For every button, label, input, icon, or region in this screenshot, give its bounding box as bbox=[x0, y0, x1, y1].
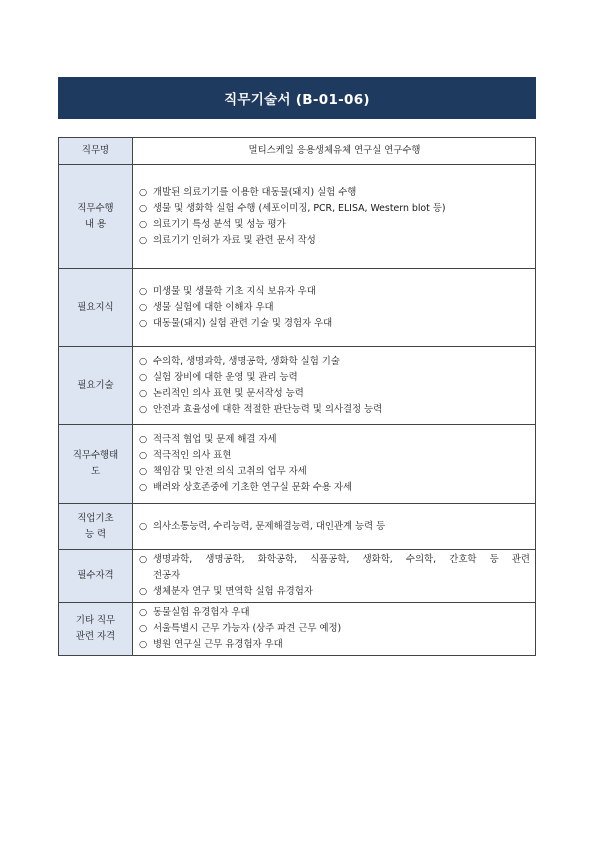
circle-bullet-icon: ○ bbox=[139, 482, 148, 493]
list-item-continuation: 전공자 bbox=[153, 570, 181, 581]
list-item: ○ 생체분자 연구 및 면역학 실험 유경험자 bbox=[139, 584, 530, 600]
row-other bbox=[59, 603, 536, 656]
circle-bullet-icon: ○ bbox=[139, 554, 148, 565]
circle-bullet-icon: ○ bbox=[139, 218, 148, 230]
row-job-name bbox=[59, 138, 536, 165]
circle-bullet-icon: ○ bbox=[139, 586, 148, 597]
row-attitude bbox=[59, 425, 536, 504]
row-qualification bbox=[59, 550, 536, 603]
list-item: ○ 배려와 상호존중에 기초한 연구실 문화 수용 자세 bbox=[139, 480, 530, 496]
label-basic: 직업기초 능 력 bbox=[59, 504, 133, 550]
list-item: ○ 적극적인 의사 표현 bbox=[139, 448, 530, 464]
circle-bullet-icon: ○ bbox=[139, 639, 148, 650]
list-item: ○ 실험 장비에 대한 운영 및 관리 능력 bbox=[139, 370, 530, 386]
circle-bullet-icon: ○ bbox=[139, 317, 148, 329]
circle-bullet-icon: ○ bbox=[139, 466, 148, 477]
list-item: ○ 생명과학, 생명공학, 화학공학, 식품공학, 생화학, 수의학, 간호학 등 관련 bbox=[139, 552, 530, 568]
qualification-list bbox=[133, 550, 536, 603]
label-duties: 직무수행 내 용 bbox=[59, 165, 133, 269]
circle-bullet-icon: ○ bbox=[139, 450, 148, 461]
circle-bullet-icon: ○ bbox=[139, 355, 148, 367]
circle-bullet-icon: ○ bbox=[139, 234, 148, 246]
list-item: ○ 논리적인 의사 표현 및 문서작성 능력 bbox=[139, 386, 530, 402]
knowledge-list bbox=[133, 269, 536, 347]
list-item: ○ 의료기기 인허가 자료 및 관련 문서 작성 bbox=[139, 233, 530, 249]
list-item: ○ 개발된 의료기기를 이용한 대동물(돼지) 실험 수행 bbox=[139, 185, 530, 201]
list-item: ○ 적극적 협업 및 문제 해결 자세 bbox=[139, 432, 530, 448]
list-item: ○ 책임감 및 안전 의식 고취의 업무 자세 bbox=[139, 464, 530, 480]
document-title: 직무기술서 (B-01-06) bbox=[224, 92, 370, 108]
label-skills: 필요기술 bbox=[59, 347, 133, 425]
list-item: ○ 안전과 효율성에 대한 적절한 판단능력 및 의사결정 능력 bbox=[139, 402, 530, 418]
circle-bullet-icon: ○ bbox=[139, 607, 148, 618]
label-job-name: 직무명 bbox=[59, 138, 133, 165]
list-item: ○ 미생물 및 생물학 기초 지식 보유자 우대 bbox=[139, 284, 530, 300]
list-item: ○ 생물 실험에 대한 이해자 우대 bbox=[139, 300, 530, 316]
list-item: ○ 서울특별시 근무 가능자 (상주 파견 근무 예정) bbox=[139, 621, 530, 637]
circle-bullet-icon: ○ bbox=[139, 403, 148, 415]
label-knowledge: 필요지식 bbox=[59, 269, 133, 347]
label-attitude: 직무수행태 도 bbox=[59, 425, 133, 504]
job-description-table bbox=[58, 137, 536, 656]
title-bar bbox=[58, 77, 536, 119]
skills-list bbox=[133, 347, 536, 425]
circle-bullet-icon: ○ bbox=[139, 387, 148, 399]
list-item: ○ 의료기기 특성 분석 및 성능 평가 bbox=[139, 217, 530, 233]
list-item: ○ 수의학, 생명과학, 생명공학, 생화학 실험 기술 bbox=[139, 354, 530, 370]
list-item: ○ 대동물(돼지) 실험 관련 기술 및 경험자 우대 bbox=[139, 316, 530, 332]
value-job-name: 멀티스케일 응용생체유체 연구실 연구수행 bbox=[133, 138, 536, 165]
row-duties bbox=[59, 165, 536, 269]
circle-bullet-icon: ○ bbox=[139, 202, 148, 214]
duties-list bbox=[133, 165, 536, 269]
circle-bullet-icon: ○ bbox=[139, 301, 148, 313]
row-skills bbox=[59, 347, 536, 425]
other-list bbox=[133, 603, 536, 656]
list-item: ○ 의사소통능력, 수리능력, 문제해결능력, 대인관계 능력 등 bbox=[139, 519, 530, 535]
circle-bullet-icon: ○ bbox=[139, 371, 148, 383]
circle-bullet-icon: ○ bbox=[139, 285, 148, 297]
label-qualification: 필수자격 bbox=[59, 550, 133, 603]
attitude-list bbox=[133, 425, 536, 504]
row-knowledge bbox=[59, 269, 536, 347]
basic-list bbox=[133, 504, 536, 550]
label-other: 기타 직무 관련 자격 bbox=[59, 603, 133, 656]
row-basic bbox=[59, 504, 536, 550]
list-item: ○ 동물실험 유경험자 우대 bbox=[139, 605, 530, 621]
circle-bullet-icon: ○ bbox=[139, 623, 148, 634]
list-item: ○ 병원 연구실 근무 유경험자 우대 bbox=[139, 637, 530, 653]
circle-bullet-icon: ○ bbox=[139, 434, 148, 445]
list-item: ○ 생물 및 생화학 실험 수행 (세포이미징, PCR, ELISA, Western blot 등) bbox=[139, 201, 530, 217]
circle-bullet-icon: ○ bbox=[139, 520, 148, 532]
circle-bullet-icon: ○ bbox=[139, 186, 148, 198]
